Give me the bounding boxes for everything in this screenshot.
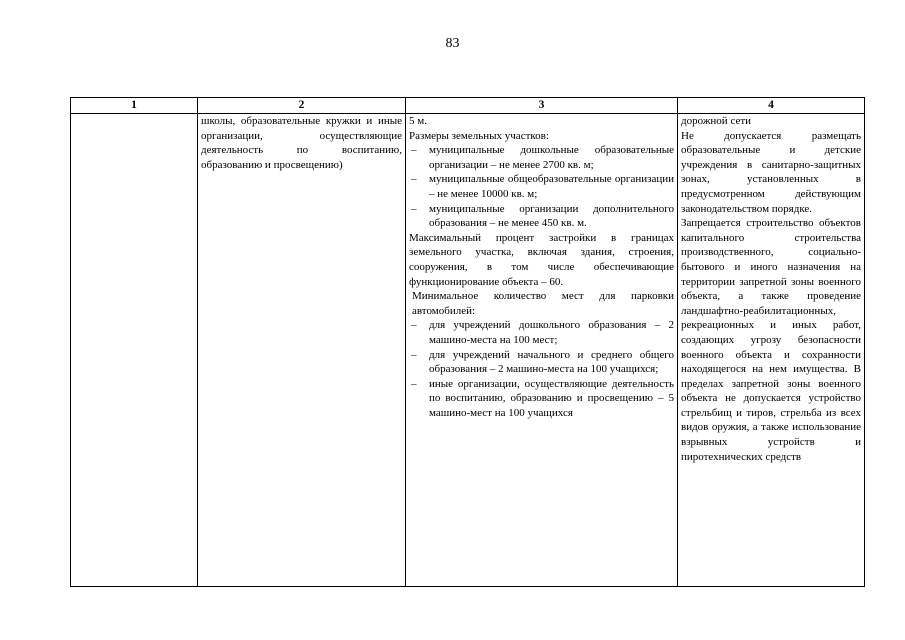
sizes-title: Размеры земельных участков: — [409, 129, 549, 142]
sizes-list — [409, 143, 674, 231]
cell-col4 — [678, 114, 865, 587]
dash-marker: – — [411, 319, 417, 332]
regulations-table — [70, 97, 865, 587]
list-item — [409, 143, 674, 172]
column-header-2: 2 — [198, 98, 406, 114]
list-item — [409, 318, 674, 347]
list-item — [409, 172, 674, 201]
table-header-row — [71, 98, 865, 114]
sanitary-zone-text: Не допускается размещать образовательные и детские учреждения в санитарно-защитных зонах, установленных в предусмотренном действующим законодательством порядке. — [681, 129, 861, 215]
list-item-text: для учреждений дошкольного образования – 2 машино-места на 100 мест; — [429, 319, 674, 346]
list-item-text: муниципальные дошкольные образовательные организации – не менее 2700 кв. м; — [429, 144, 674, 171]
max-percent-text: Максимальный процент застройки в границах земельного участка, включая здания, строения, сооружения, в том числе обеспечивающие функционирование объекта – 60. — [409, 231, 674, 288]
column-header-3: 3 — [406, 98, 678, 114]
page-number: 83 — [445, 36, 460, 51]
dash-marker: – — [411, 377, 417, 390]
dash-marker: – — [411, 144, 417, 157]
dash-marker: – — [411, 348, 417, 361]
list-item-text: иные организации, осуществляющие деятельность по воспитанию, образованию и просвещению – 5 машино-мест на 100 учащихся — [429, 377, 674, 419]
column-header-1: 1 — [71, 98, 198, 114]
intro-text: 5 м. — [409, 115, 427, 127]
cell-col2: школы, образовательные кружки и иные организации, осуществляющие деятельность по воспитанию, образованию и просвещению) — [198, 114, 406, 587]
list-item-text: для учреждений начального и среднего общего образования – 2 машино-места на 100 учащихся; — [429, 348, 674, 376]
table-row — [71, 114, 865, 587]
column-header-4: 4 — [678, 98, 865, 114]
parking-list — [409, 318, 674, 420]
parking-title: Минимальное количество мест для парковки автомобилей: — [412, 290, 674, 317]
cell-col1 — [71, 114, 198, 587]
dash-marker: – — [411, 202, 417, 215]
cell-col3 — [406, 114, 678, 587]
list-item-text: муниципальные общеобразовательные организации – не менее 10000 кв. м; — [429, 173, 674, 200]
dash-marker: – — [411, 173, 417, 186]
military-zone-text: Запрещается строительство объектов капитального строительства производственного, социально-бытового и иного назначения на территории запретной зоны военного объекта, а также проведение ландшафтно-реабилитационных, рекреационных и иных работ, создающих угрозу безопасности военного объекта и сохранности находящегося на нем имущества. В пределах запретной зоны военного объекта не допускается устройство стрельбищ и тиров, стрельба из всех видов оружия, а также использование взрывных устройств и пиротехнических средств — [681, 217, 861, 463]
list-item — [409, 202, 674, 231]
list-item — [409, 377, 674, 421]
list-item — [409, 348, 674, 377]
road-network-text: дорожной сети — [681, 115, 752, 127]
list-item-text: муниципальные организации дополнительного образования – не менее 450 кв. м. — [429, 202, 674, 230]
